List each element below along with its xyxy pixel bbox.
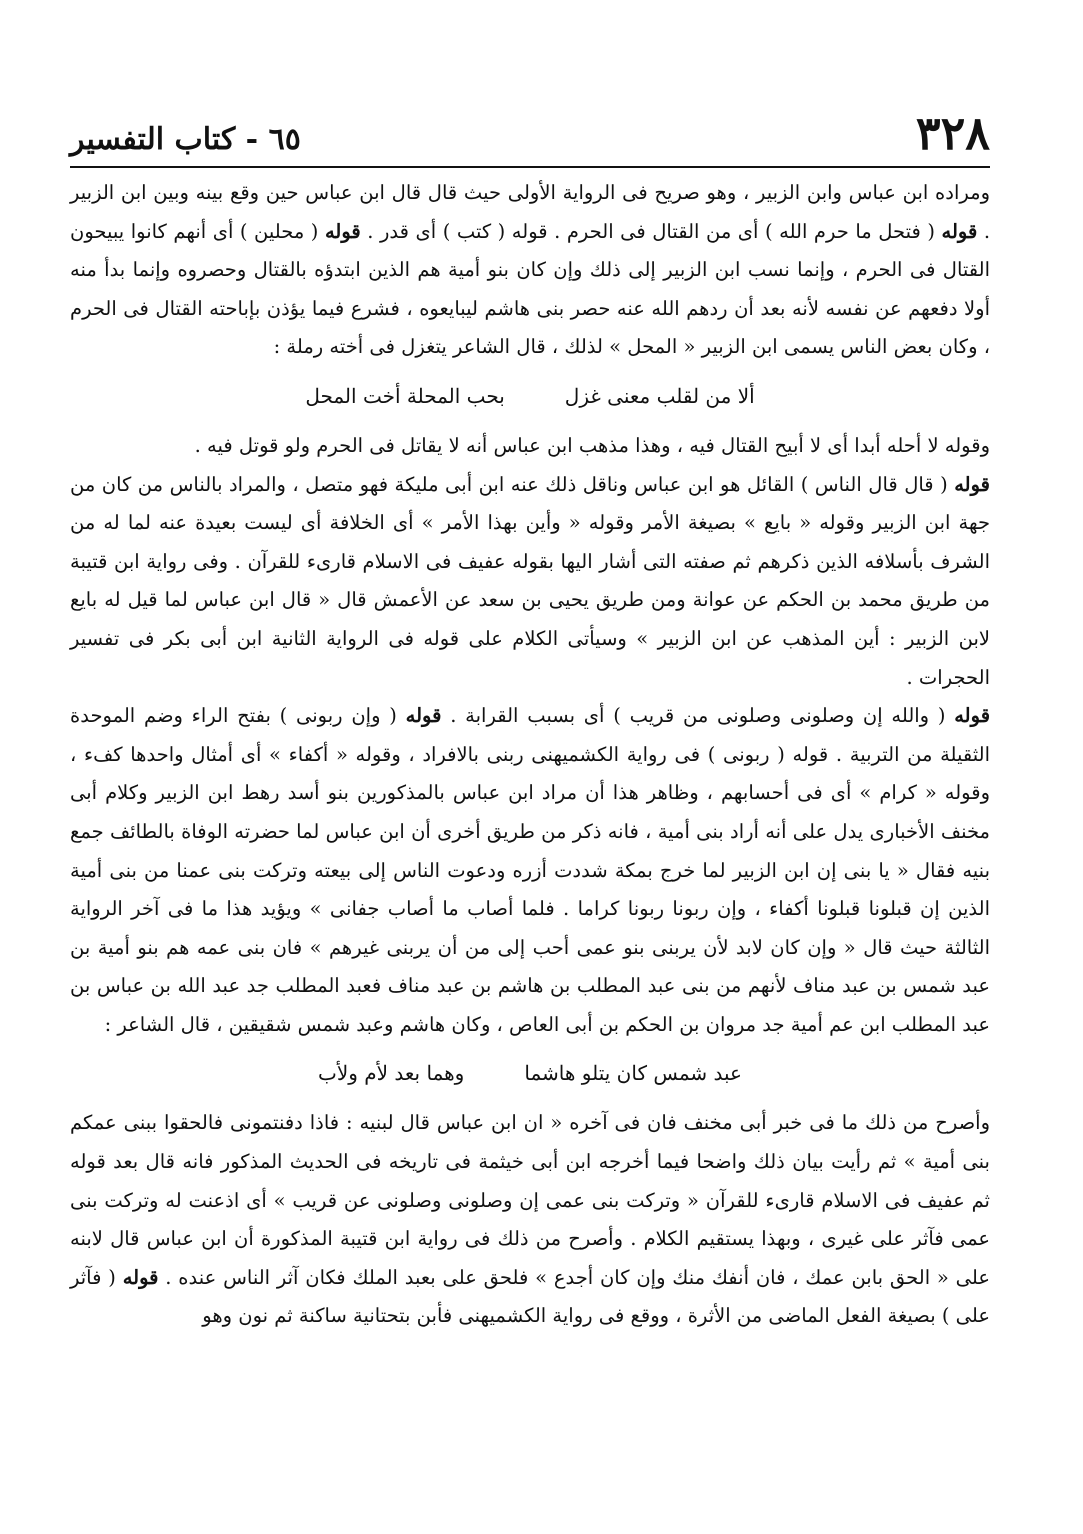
verse-second-hemistich: بحب المحلة أخت المحل: [305, 383, 505, 408]
running-title: ٦٥ - كتاب التفسير: [70, 122, 301, 157]
book-page: [70, 108, 990, 1508]
keyword-label: قوله: [954, 704, 991, 728]
verse-second-hemistich: وهما بعد لأم ولأب: [318, 1061, 465, 1086]
page-number: ٣٢٨: [915, 106, 990, 160]
verse-first-hemistich: ألا من لقلب معنى غزل: [564, 383, 755, 408]
paragraph-text: ( وإن ربونى ) بفتح الراء وضم الموحدة الثقيلة من التربية . قوله ( ربونى ) فى رواية الكشميهنى ربنى بالافراد ، وقوله « أكفاء » أى أمثال واحدها كفء ، وقوله « كرام » أى فى أحسابهم ، وظاهر هذا أن مراد ابن عباس بالمذكورين بنو أسد رهط ابن الزبير وكلام أبى مخنف الأخبارى يدل على أنه أراد بنى أمية ، فانه ذكر من طريق أخرى أن ابن عباس لما حضرته الوفاة بالطائف جمع بنيه فقال « يا بنى إن ابن الزبير لما خرج بمكة شددت أزره ودعوت الناس إلى بيعته وتركت بنى عمنا من بنى أمية الذين إن قبلونا قبلونا أكفاء ، وإن ربونا ربونا كراما . فلما أصاب ما أصاب جفانى » ويؤيد هذا ما فى آخر الرواية الثالثة حيث قال « وإن كان لابد لأن يربنى بنو عمى أحب إلى من أن يربنى غيرهم » فان بنى عمه هم بنو أمية بن عبد شمس بن عبد مناف لأنهم من بنى عبد المطلب بن هاشم بن عبد مناف فعبد المطلب جد عبد الله بن عباس بن عبد المطلب ابن عم أمية جد مروان بن الحكم بن أبى العاص ، وكان هاشم وعبد شمس شقيقين ، قال الشاعر :: [70, 704, 990, 1036]
poetry-verse: [70, 1054, 990, 1092]
keyword-label: قوله: [405, 704, 442, 728]
paragraph: [70, 427, 990, 466]
verse-first-hemistich: عبد شمس كان يتلو هاشما: [524, 1061, 742, 1086]
paragraph-text: ( فآثر على ) بصيغة الفعل الماضى من الأثرة ، ووقع فى رواية الكشميهنى فأبن بتحتانية ساكنة ثم نون وهو: [70, 1265, 990, 1328]
keyword-label: قوله: [324, 219, 361, 243]
paragraph-text: ( محلين ) أى أنهم كانوا يبيحون القتال فى الحرم ، وإنما نسب ابن الزبير إلى ذلك وإن كان بنو أمية هم الذين ابتدؤه بالقتال وحصروه وإنما بدأ منه أولا دفعهم عن نفسه لأنه بعد أن ردهم الله عنه حصر بنى هاشم ليبايعوه ، فشرع فيما يؤذن بإباحته القتال فى الحرم ، وكان بعض الناس يسمى ابن الزبير « المحل » لذلك ، قال الشاعر يتغزل فى أخته رملة :: [70, 219, 990, 359]
poetry-verse: [70, 377, 990, 415]
page-body: [70, 174, 990, 1336]
page-header: [70, 108, 990, 168]
paragraph: [70, 1104, 990, 1336]
paragraph: [70, 466, 990, 698]
paragraph-text: وأصرح من ذلك ما فى خبر أبى مخنف فان فى آخره « ان ابن عباس قال لبنيه : فاذا دفنتمونى فالحقوا ببنى عمكم بنى أمية » ثم رأيت بيان ذلك واضحا فيما أخرجه ابن أبى خيثمة فى تاريخه فى الحديث المذكور فانه قال بعد قوله ثم عفيف فى الاسلام قارىء للقرآن « وتركت بنى عمى إن وصلونى وصلونى عن قريب » أى اذعنت له وتركت بنى عمى فآثر على غيرى ، وبهذا يستقيم الكلام . وأصرح من ذلك فى رواية ابن قتيبة المذكورة أن ابن عباس قال لابنه على « الحق بابن عمك ، فان أنفك منك وإن كان أجدع » فلحق على بعبد الملك فكان آثر الناس عنده .: [70, 1111, 990, 1289]
paragraph-text: ( فتحل ما حرم الله ) أى من القتال فى الحرم . قوله ( كتب ) أى قدر .: [367, 219, 935, 243]
paragraph: [70, 174, 990, 367]
keyword-label: قوله: [954, 472, 990, 496]
paragraph: [70, 697, 990, 1044]
keyword-label: قوله: [941, 219, 978, 243]
header-rule: [70, 166, 990, 168]
paragraph-text: ( والله إن وصلونى وصلونى من قريب ) أى بسبب القرابة .: [450, 704, 946, 728]
paragraph-text: ومراده ابن عباس وابن الزبير ، وهو صريح فى الرواية الأولى حيث قال قال ابن عباس حين وقع بينه وبين ابن الزبير .: [70, 181, 991, 243]
keyword-label: قوله: [122, 1265, 159, 1289]
paragraph-text: ( قال قال الناس ) القائل هو ابن عباس وناقل ذلك عنه ابن أبى مليكة فهو متصل ، والمراد بالناس من كان من جهة ابن الزبير وقوله « بايع » بصيغة الأمر وقوله « وأين بهذا الأمر » أى الخلافة أى ليست بعيدة عنه لما له من الشرف بأسلافه الذين ذكرهم ثم صفته التى أشار اليها بقوله عفيف فى الاسلام قارىء للقرآن . وفى رواية ابن قتيبة من طريق محمد بن الحكم عن عوانة ومن طريق يحيى بن سعد عن الأعمش قال « قال ابن عباس لما قيل له بايع لابن الزبير : أين المذهب عن ابن الزبير » وسيأتى الكلام على قوله فى الرواية الثانية ابن أبى بكر فى تفسير الحجرات .: [70, 472, 990, 689]
paragraph-text: وقوله لا أحله أبدا أى لا أبيح القتال فيه ، وهذا مذهب ابن عباس أنه لا يقاتل فى الحرم ولو قوتل فيه .: [194, 433, 990, 457]
